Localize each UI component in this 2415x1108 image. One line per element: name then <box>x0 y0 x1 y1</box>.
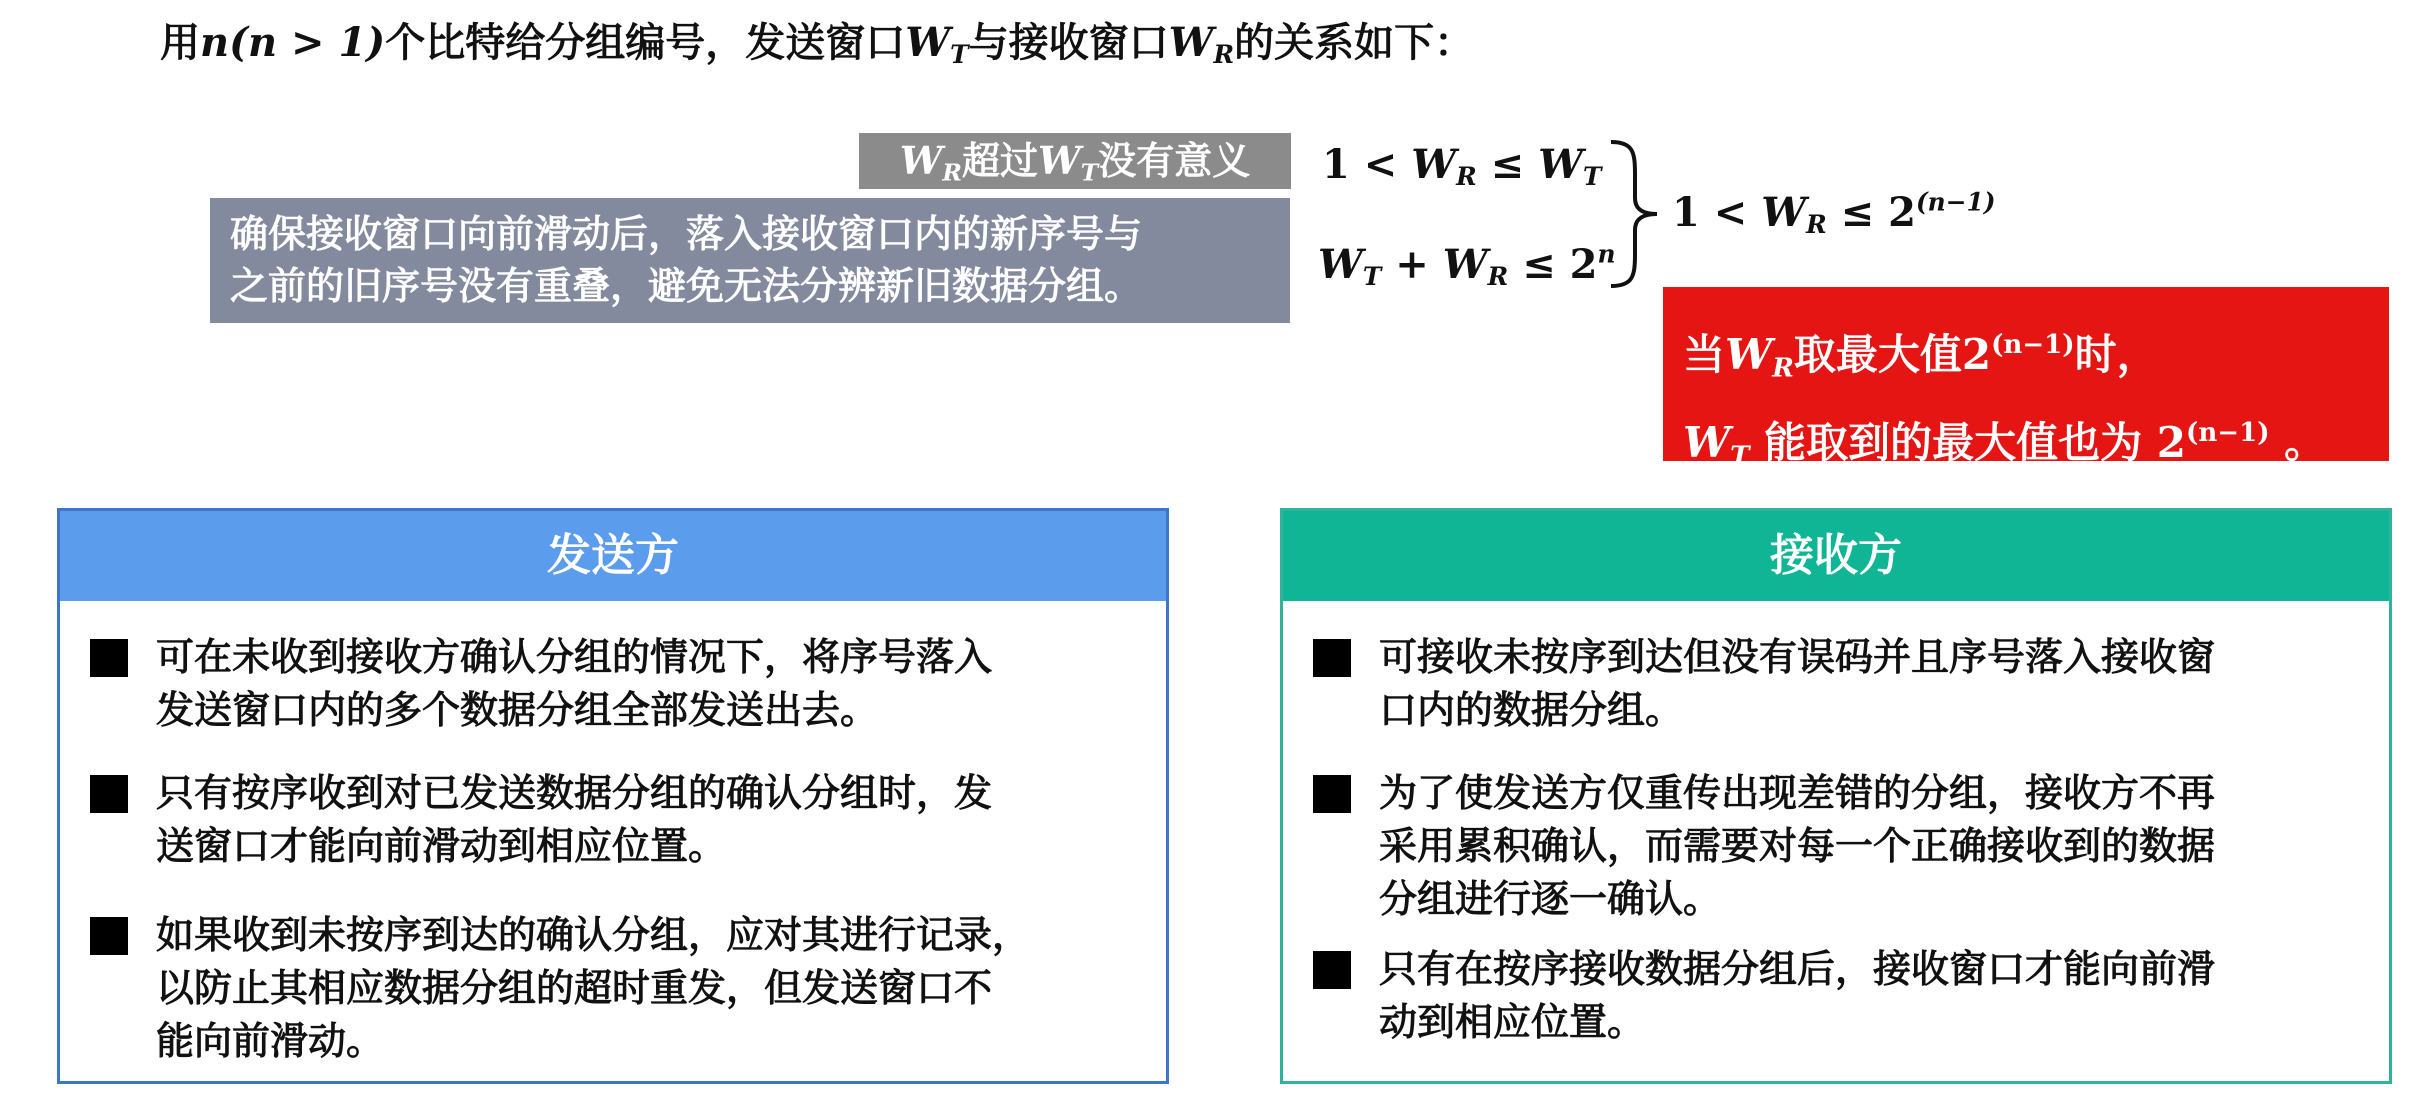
black-square-icon <box>90 917 128 955</box>
annotation-line-1: 确保接收窗口向前滑动后，落入接收窗口内的新序号与 <box>230 212 1143 256</box>
tag-wt-symbol <box>1038 138 1099 187</box>
annotation-no-overlap <box>210 198 1290 323</box>
tag-wt-sub: T <box>1080 158 1099 187</box>
red2-power <box>2157 418 2270 467</box>
intro-n: n <box>200 19 230 66</box>
intro-and: 与接收窗口 <box>968 20 1169 66</box>
sender-panel-title: 发送方 <box>60 511 1166 601</box>
receiver-bullet-2-line-2: 采用累积确认，而需要对每一个正确接收到的数据 <box>1379 824 2216 868</box>
red1-power <box>1962 330 2075 379</box>
intro-wr-w: W <box>1168 19 1214 66</box>
sender-bullet-3-line-3: 能向前滑动。 <box>156 1019 385 1063</box>
red-note-line-1 <box>1683 311 2389 399</box>
tag-wr-sub: R <box>942 158 962 187</box>
tag-wr-end: 没有意义 <box>1098 139 1251 183</box>
receiver-bullet-2 <box>1313 767 2373 926</box>
receiver-bullet-1-line-1: 可接收未按序到达但没有误码并且序号落入接收窗 <box>1379 635 2216 679</box>
sender-bullet-1-line-2: 发送窗口内的多个数据分组全部发送出去。 <box>156 688 879 732</box>
intro-condition: (n > 1) <box>229 19 386 66</box>
black-square-icon <box>1313 775 1351 813</box>
intro-middle: 个比特给分组编号，发送窗口 <box>385 20 906 66</box>
tag-wt-w: W <box>1038 138 1081 183</box>
red1-b: 取最大值 <box>1793 330 1962 379</box>
intro-wr-sub: R <box>1213 39 1235 69</box>
ineq1-sub2: T <box>1583 161 1602 191</box>
red1-a: 当 <box>1683 330 1726 379</box>
receiver-bullet-1 <box>1313 631 2373 737</box>
ineq2-sub: T <box>1362 261 1382 291</box>
sender-bullet-2 <box>90 767 1150 873</box>
receiver-bullet-3-line-2: 动到相应位置。 <box>1379 1000 1646 1044</box>
black-square-icon <box>1313 951 1351 989</box>
sender-bullet-2-line-1: 只有按序收到对已发送数据分组的确认分组时，发 <box>156 771 993 815</box>
receiver-panel <box>1280 508 2392 1084</box>
ineq2-w: W <box>1318 241 1363 288</box>
intro-wt-w: W <box>905 19 951 66</box>
inequality-sum-le-2n <box>1318 240 1616 290</box>
red1-w: W <box>1725 330 1773 379</box>
intro-wr <box>1168 19 1235 69</box>
ineq2-exp: n <box>1597 239 1616 269</box>
ineq1-w: W <box>1411 141 1457 188</box>
inequality-wr-le-wt <box>1322 140 1601 190</box>
ineq1-le: ≤ <box>1476 141 1539 188</box>
ineq2-w2: W <box>1442 241 1488 288</box>
receiver-bullet-2-line-1: 为了使发送方仅重传出现差错的分组，接收方不再 <box>1379 771 2216 815</box>
red1-wr <box>1725 330 1794 384</box>
intro-sentence <box>160 14 1474 72</box>
result-sub: R <box>1806 209 1827 239</box>
red1-exp: (n−1) <box>1991 329 2075 360</box>
red2-wt <box>1683 418 1750 472</box>
ineq2-plus: + <box>1381 241 1443 288</box>
result-lhs: 1 < <box>1672 189 1762 236</box>
sender-bullet-1-line-1: 可在未收到接收方确认分组的情况下，将序号落入 <box>156 635 993 679</box>
sender-panel <box>57 508 1169 1084</box>
annotation-line-2: 之前的旧序号没有重叠，避免无法分辨新旧数据分组。 <box>230 264 1143 308</box>
red1-two: 2 <box>1961 330 1992 379</box>
intro-wt-sub: T <box>950 39 969 69</box>
receiver-bullet-3 <box>1313 943 2373 1049</box>
ineq1-sub: R <box>1456 161 1477 191</box>
tag-wr-symbol <box>899 138 962 187</box>
red1-c: 时， <box>2074 330 2159 379</box>
inequality-result <box>1672 188 1995 238</box>
result-exp: (n−1) <box>1915 187 1996 217</box>
sender-bullet-1 <box>90 631 1150 737</box>
red2-c: 。 <box>2269 418 2327 467</box>
receiver-panel-title: 接收方 <box>1283 511 2389 601</box>
red-note-line-2 <box>1683 399 2389 487</box>
red2-exp: (n−1) <box>2186 417 2270 448</box>
sender-bullet-2-line-2: 送窗口才能向前滑动到相应位置。 <box>156 824 727 868</box>
intro-suffix: 的关系如下： <box>1234 20 1475 66</box>
red2-two: 2 <box>2156 418 2187 467</box>
intro-prefix: 用 <box>160 20 200 66</box>
receiver-bullet-2-line-3: 分组进行逐一确认。 <box>1379 877 1722 921</box>
red-conclusion-note <box>1663 287 2389 472</box>
red2-b: 能取到的最大值也为 <box>1749 418 2157 467</box>
result-w: W <box>1761 189 1807 236</box>
ineq1-w2: W <box>1538 141 1584 188</box>
receiver-bullet-3-line-1: 只有在按序接收数据分组后，接收窗口才能向前滑 <box>1379 947 2216 991</box>
ineq2-sub2: R <box>1487 261 1509 291</box>
black-square-icon <box>90 639 128 677</box>
sender-bullet-3-line-2: 以防止其相应数据分组的超时重发，但发送窗口不 <box>156 966 993 1010</box>
intro-wt <box>905 19 969 69</box>
sender-bullet-3-line-1: 如果收到未按序到达的确认分组，应对其进行记录， <box>156 913 1031 957</box>
annotation-wr-meaningless <box>859 133 1291 189</box>
result-le: ≤ 2 <box>1826 189 1916 236</box>
red2-w: W <box>1683 418 1731 467</box>
red1-sub: R <box>1772 353 1794 384</box>
right-brace-icon <box>1605 138 1665 290</box>
receiver-bullet-1-line-2: 口内的数据分组。 <box>1379 688 1684 732</box>
tag-wr-w: W <box>899 138 943 183</box>
sender-bullet-3 <box>90 909 1150 1068</box>
black-square-icon <box>1313 639 1351 677</box>
black-square-icon <box>90 775 128 813</box>
tag-wr-mid: 超过 <box>962 139 1039 183</box>
ineq2-le: ≤ 2 <box>1508 241 1598 288</box>
ineq1-lhs: 1 < <box>1322 141 1412 188</box>
red2-sub: T <box>1730 441 1750 472</box>
